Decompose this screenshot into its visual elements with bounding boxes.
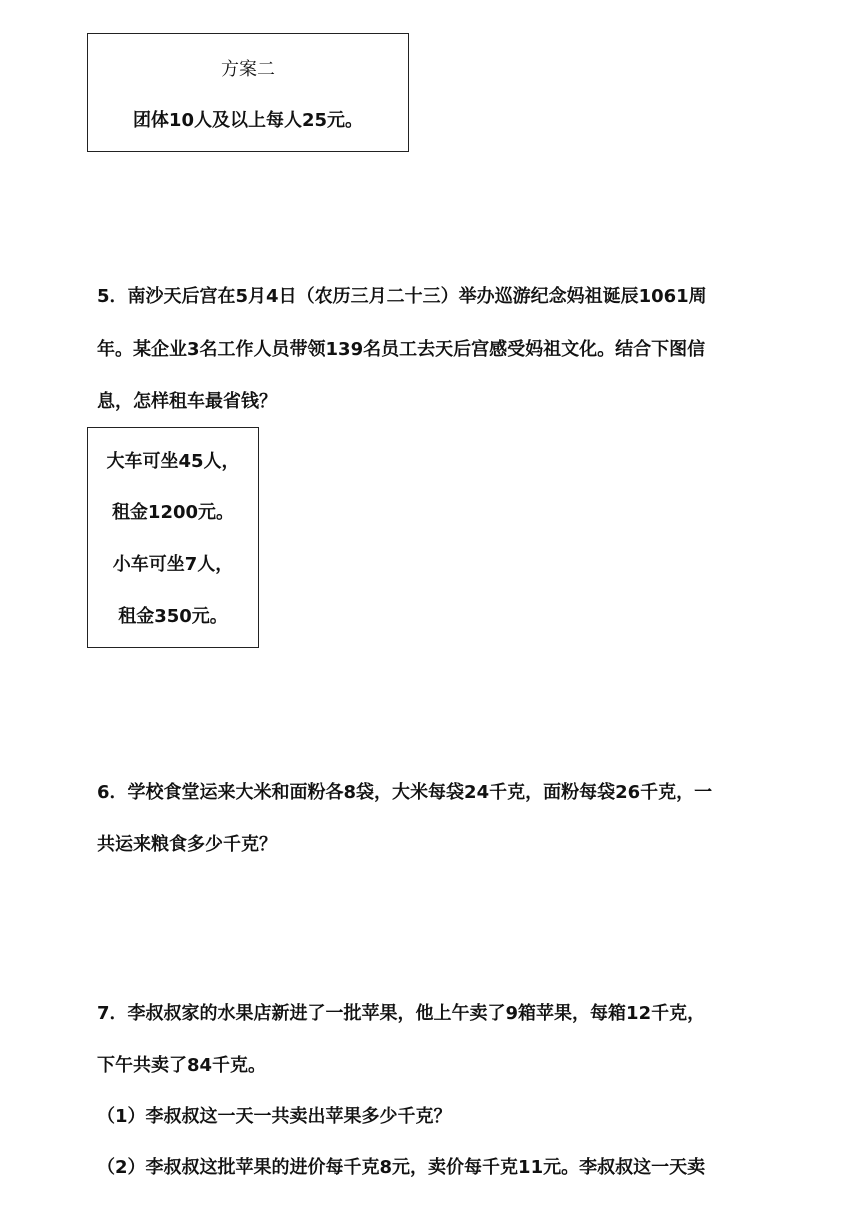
plan-title: 方案二 [221,59,275,80]
big-bus-capacity: 大车可坐45人， [106,451,240,472]
vehicle-info-box [87,427,259,648]
plan-box [87,33,409,152]
q5-line-3: 息，怎样租车最省钱？ [97,391,277,412]
q5-line-2: 年。某企业3名工作人员带领139名员工去天后宫感受妈祖文化。结合下图信 [97,339,706,360]
q5-line-1: 5．南沙天后宫在5月4日（农历三月二十三）举办巡游纪念妈祖诞辰1061周 [97,286,707,307]
small-bus-capacity: 小车可坐7人， [112,554,234,575]
q7-line-1: 7．李叔叔家的水果店新进了一批苹果，他上午卖了9箱苹果，每箱12千克， [97,1003,706,1024]
q7-sub-1: （1）李叔叔这一天一共卖出苹果多少千克？ [97,1106,452,1127]
big-bus-rent: 租金1200元。 [111,502,235,523]
plan-text: 团体10人及以上每人25元。 [132,110,364,131]
q7-line-2: 下午共卖了84千克。 [97,1055,267,1076]
small-bus-rent: 租金350元。 [118,606,228,627]
q7-sub-2: （2）李叔叔这批苹果的进价每千克8元，卖价每千克11元。李叔叔这一天卖 [97,1157,706,1178]
q6-line-1: 6．学校食堂运来大米和面粉各8袋，大米每袋24千克，面粉每袋26千克，一 [97,782,713,803]
q6-line-2: 共运来粮食多少千克？ [97,834,277,855]
